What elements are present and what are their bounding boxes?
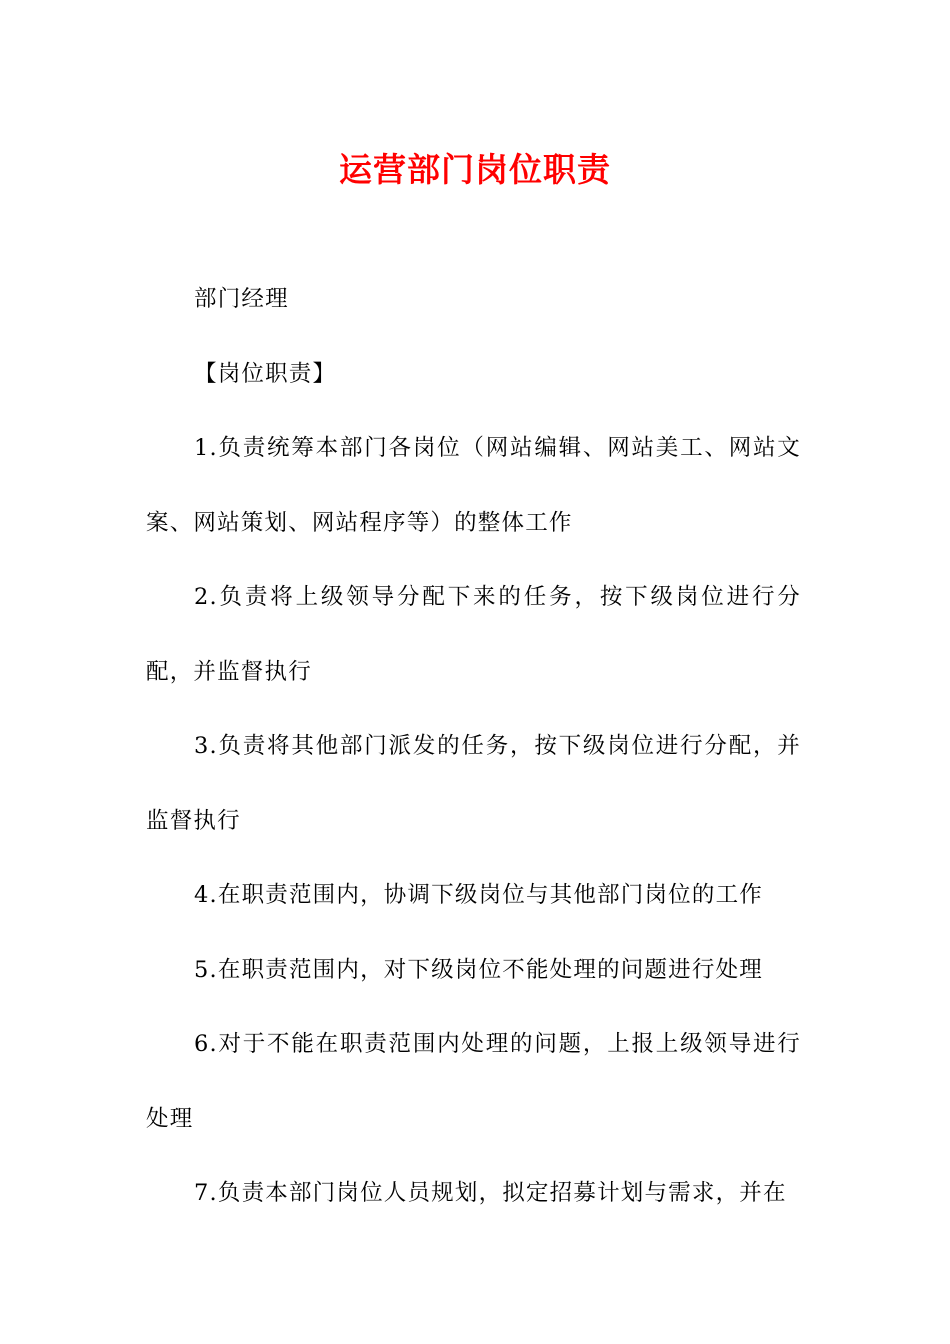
duty-item-7: 7.负责本部门岗位人员规划，拟定招募计划与需求，并在 [194,1180,787,1206]
duty-item-1: 1.负责统筹本部门各岗位（网站编辑、网站美工、网站文案、网站策划、网站程序等）的整体工作 [146,435,801,536]
duty-item-3: 3.负责将其他部门派发的任务，按下级岗位进行分配，并监督执行 [146,733,801,834]
duty-item-2: 2.负责将上级领导分配下来的任务，按下级岗位进行分配，并监督执行 [146,584,801,685]
duty-item-6: 6.对于不能在职责范围内处理的问题，上报上级领导进行处理 [146,1031,801,1132]
section-heading: 部门经理 [194,286,289,312]
duties-heading: 【岗位职责】 [194,360,337,387]
document-title: 运营部门岗位职责 [339,150,611,189]
document-body [146,262,801,1231]
duty-item-4: 4.在职责范围内，协调下级岗位与其他部门岗位的工作 [194,882,763,908]
duty-item-5: 5.在职责范围内，对下级岗位不能处理的问题进行处理 [194,956,763,983]
